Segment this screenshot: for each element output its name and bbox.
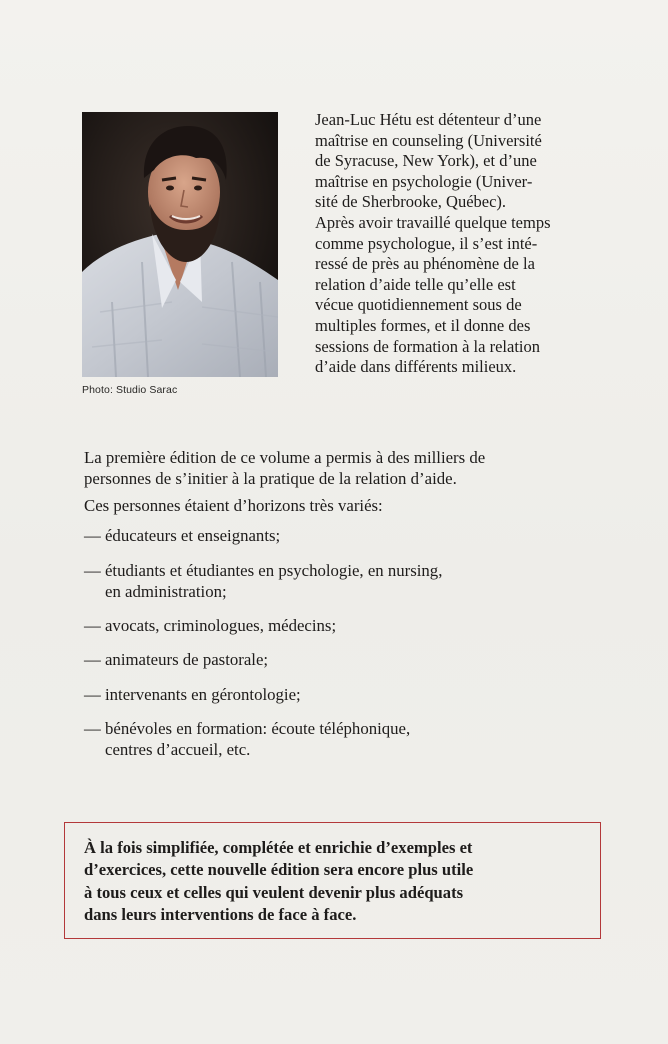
list-item: — éducateurs et enseignants;: [84, 526, 281, 546]
list-item: — intervenants en gérontologie;: [84, 684, 301, 704]
author-portrait-image: [82, 112, 278, 377]
author-bio: [315, 110, 597, 378]
audience-list: [84, 526, 600, 760]
bio-paragraph-2: Après avoir travaillé quelque temps comme psychologue, il s’est inté- ressé de près au phénomène de la relation d’aide telle qu’elle est vécue quotidiennement sous de multiples formes, et il donne des sessions de formation à la relation d’aide dans différents milieux.: [315, 212, 551, 377]
book-description: [84, 448, 600, 774]
author-photo: [82, 112, 278, 377]
list-item: — bénévoles en formation: écoute téléphonique, centres d’accueil, etc.: [84, 719, 411, 759]
list-item: — étudiants et étudiantes en psychologie, en nursing, en administration;: [84, 560, 443, 601]
list-item: — avocats, criminologues, médecins;: [84, 615, 337, 635]
list-item: — animateurs de pastorale;: [84, 650, 269, 670]
photo-credit: Photo: Studio Sarac: [82, 384, 178, 396]
callout-text: À la fois simplifiée, complétée et enrichie d’exemples et d’exercices, cette nouvelle édition sera encore plus utile à tous ceux et celles qui veulent devenir plus adéquats dans leurs interventions de face à face.: [84, 838, 474, 925]
audience-heading: Ces personnes étaient d’horizons très variés:: [84, 495, 383, 515]
bio-paragraph-1: Jean-Luc Hétu est détenteur d’une maîtrise en counseling (Université de Syracuse, New York), et d’une maîtrise en psychologie (Univer- sité de Sherbrooke, Québec).: [315, 110, 542, 212]
new-edition-callout: [64, 822, 601, 939]
intro-paragraph: La première édition de ce volume a permis à des milliers de personnes de s’initier à la pratique de la relation d’aide.: [84, 448, 486, 488]
